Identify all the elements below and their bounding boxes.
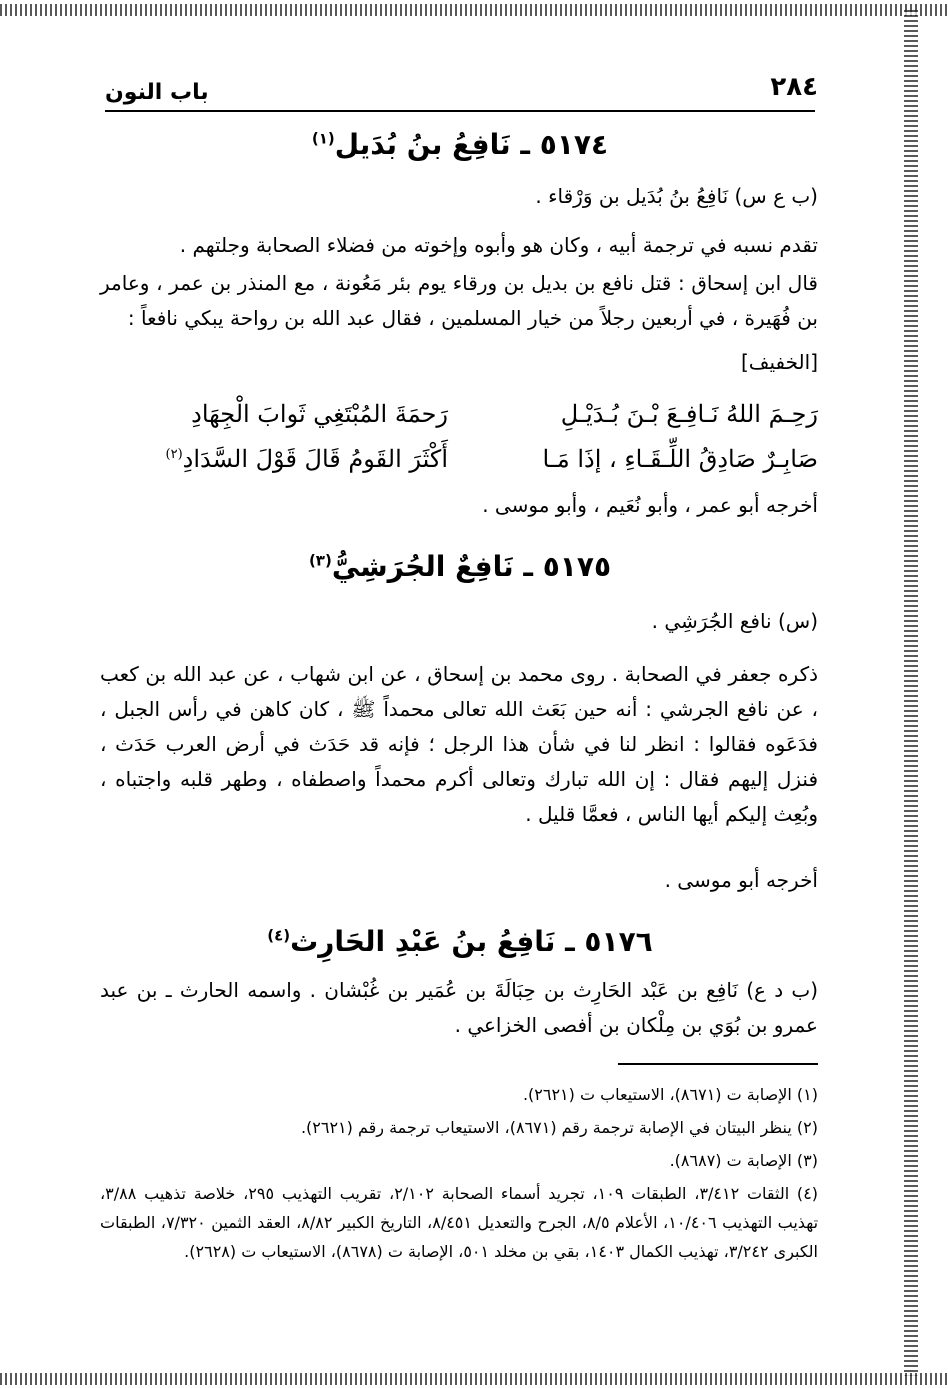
entry-heading-text: ٥١٧٥ ـ نَافِعٌ الجُرَشِيُّ xyxy=(331,550,612,583)
entry-closing: أخرجه أبو عمر ، وأبو نُعَيم ، وأبو موسى . xyxy=(482,493,818,517)
entry-line: تقدم نسبه في ترجمة أبيه ، وكان هو وأبوه وإخوته من فضلاء الصحابة وجلتهم . xyxy=(179,233,818,257)
verse-hemistich: صَابِـرٌ صَادِقُ اللِّـقَـاءِ ، إذَا مَـا xyxy=(542,445,818,473)
entry-heading-5176 xyxy=(105,925,815,958)
entry-paragraph: ذكره جعفر في الصحابة . روى محمد بن إسحاق ، عن ابن شهاب ، عن عبد الله بن كعب ، عن نافع الجرشي : أنه حين بَعَث الله تعالى محمداً ﷺ ، كان كاهن في رأس الجبل ، فدَعَوه فقالوا : انظر لنا في شأن هذا الرجل ؛ فإنه قد حَدَث في أرض العرب حَدَث ، فنزل إليهم فقال : إن الله تبارك وتعالى أكرم محمداً واصطفاه ، وطهر قلبه واجتباه ، وبُعِث إليكم أيها الناس ، فعمَّا قليل . xyxy=(100,662,818,826)
entry-heading-5175 xyxy=(105,550,815,583)
footnote: (٣) الإصابة ت (٨٦٨٧). xyxy=(669,1151,818,1170)
entry-heading-text: ٥١٧٦ ـ نَافِعُ بنُ عَبْدِ الحَارِث xyxy=(290,925,653,958)
footnote: (٤) الثقات ٣/٤١٢، الطبقات ١٠٩، تجريد أسماء الصحابة ٢/١٠٢، تقريب التهذيب ٢٩٥، خلاصة تذهيب ٣/٨٨، تهذيب التهذيب ١٠/٤٠٦، الأعلام ٨/٥، الجرح والتعديل ٨/٤٥١، التاريخ الكبير ٨/٨٢، العقد الثمين ٧/٣٢٠، الطبقات الكبرى ٣/٢٤٢، تهذيب الكمال ١٤٠٣، بقي بن مخلد ٥٠١، الإصابة ت (٨٦٧٨)، الاستيعاب ت (٢٦٢٨). xyxy=(100,1184,819,1261)
entry-closing: أخرجه أبو موسى . xyxy=(664,868,818,892)
entry-line: (ب ع س) نَافِعُ بنُ بُدَيل بن وَرْقاء . xyxy=(535,184,818,208)
footnote-ref: (٣) xyxy=(308,551,332,570)
poetic-meter: [الخفيف] xyxy=(740,350,818,374)
header-rule xyxy=(105,110,815,112)
entry-paragraph: قال ابن إسحاق : قتل نافع بن بديل بن ورقاء يوم بئر مَعُونة ، مع المنذر بن عمر ، وعامر بن فُهَيرة ، في أربعين رجلاً من خيار المسلمين ، فقال عبد الله بن رواحة يبكي نافعاً : xyxy=(100,271,818,330)
entry-line: (س) نافع الجُرَشِي . xyxy=(651,609,818,633)
chapter-title: باب النون xyxy=(105,80,209,105)
footnote-ref: (٢) xyxy=(165,447,183,462)
footnote: (٢) ينظر البيتان في الإصابة ترجمة رقم (٨٦٧١)، الاستيعاب ترجمة رقم (٢٦٢١). xyxy=(300,1118,818,1137)
page-number: ٢٨٤ xyxy=(770,72,818,102)
footnote-ref: (١) xyxy=(311,129,335,148)
verse-hemistich xyxy=(166,445,449,473)
footnote: (١) الإصابة ت (٨٦٧١)، الاستيعاب ت (٢٦٢١). xyxy=(522,1085,818,1104)
footnote-rule xyxy=(618,1063,818,1065)
footnote-ref: (٤) xyxy=(267,926,291,945)
entry-heading-5174 xyxy=(105,128,815,161)
verse-hemistich: رَحِـمَ اللهُ نَـافِـعَ بْـنَ بُـدَيْـلِ xyxy=(560,400,818,428)
verse-text: أَكْثَرَ القَومُ قَالَ قَوْلَ السَّدَادِ xyxy=(182,445,448,473)
verse-hemistich: رَحمَةَ المُبْتَغِي ثَوابَ الْجِهَادِ xyxy=(191,400,448,428)
entry-heading-text: ٥١٧٤ ـ نَافِعُ بنُ بُدَيل xyxy=(334,128,609,161)
entry-paragraph: (ب د ع) نَافِع بن عَبْد الحَارِث بن حِبَالَةَ بن عُمَير بن غُبْشان . واسمه الحارث ـ بن عبد عمرو بن بُوَي بن مِلْكان بن أفصى الخزاعي . xyxy=(100,978,818,1037)
